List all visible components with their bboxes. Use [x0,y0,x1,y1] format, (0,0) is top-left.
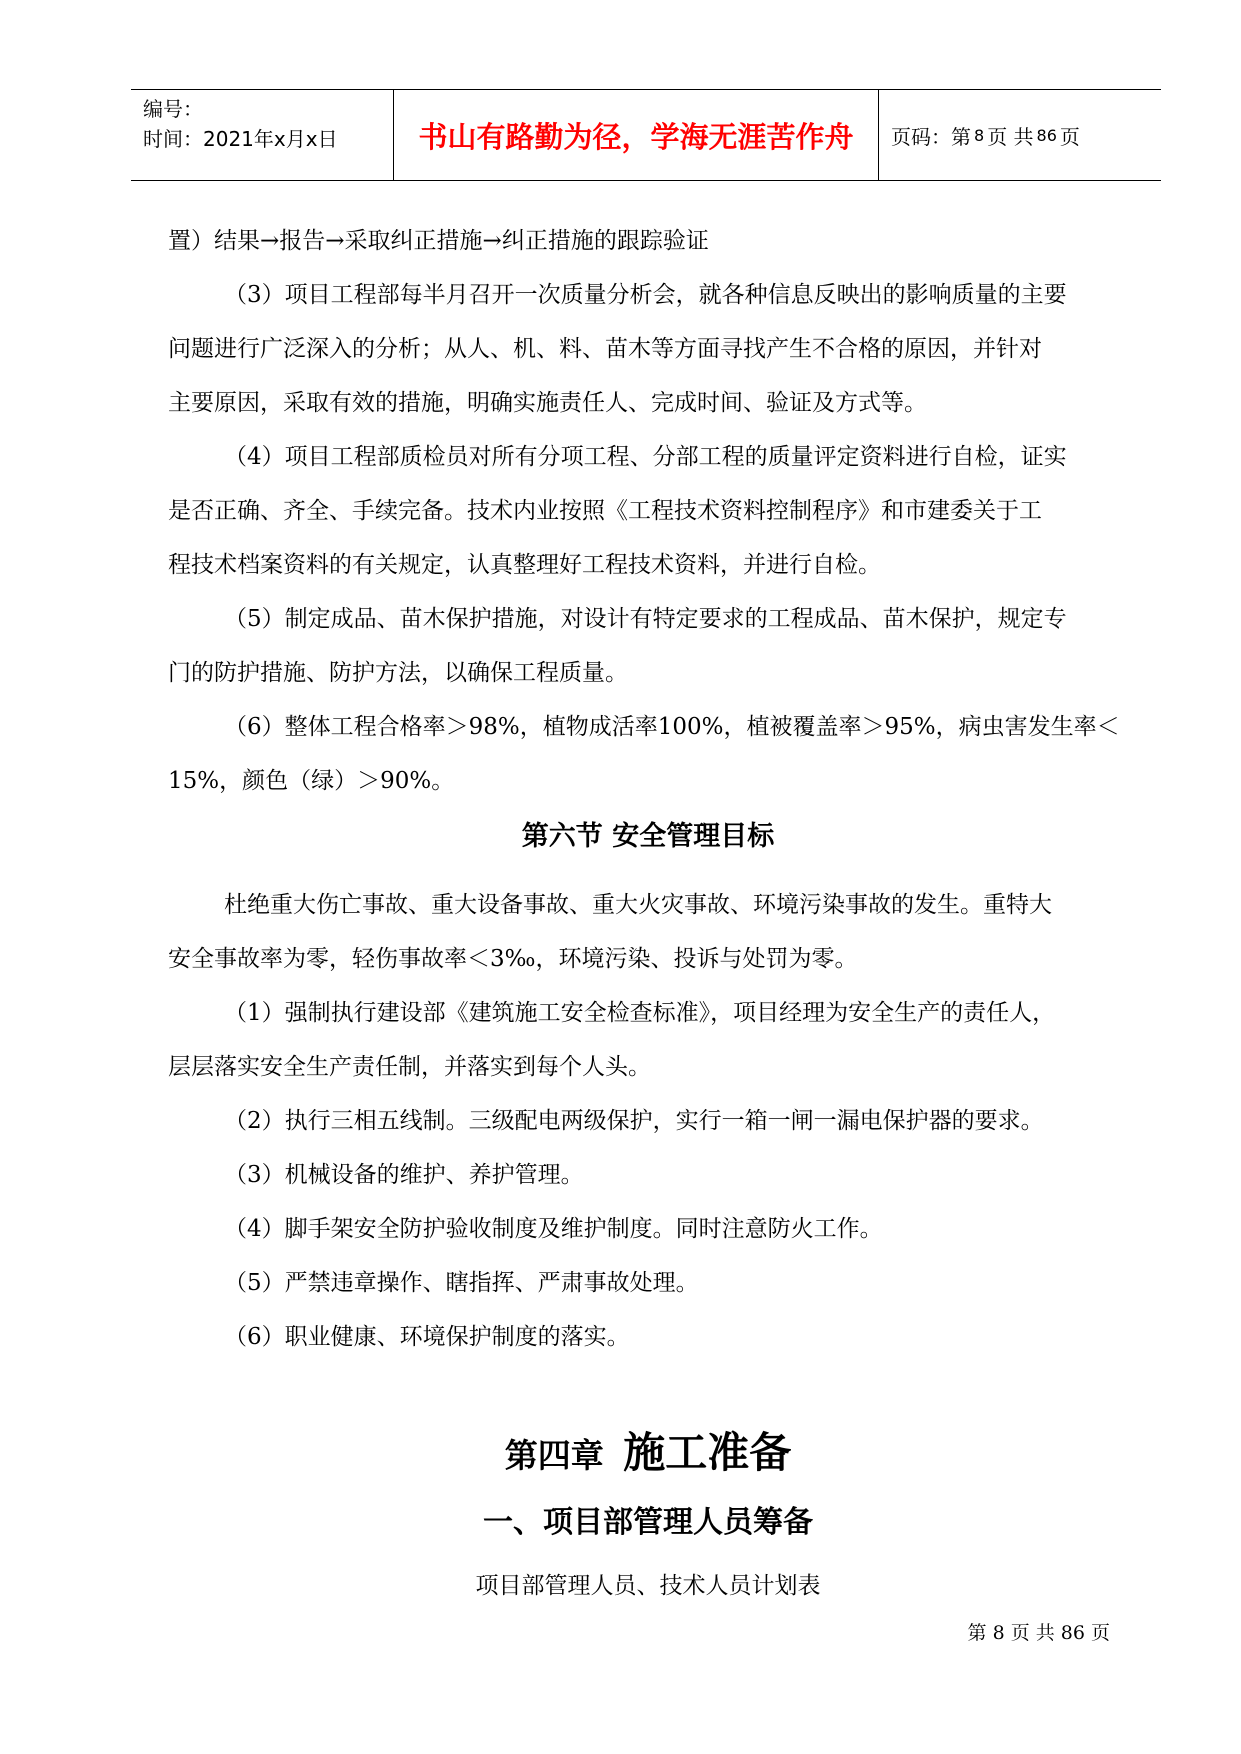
text-line: 安全事故率为零，轻伤事故率＜3‰，环境污染、投诉与处罚为零。 [168,946,858,972]
text-line: （6）职业健康、环境保护制度的落实。 [224,1324,630,1350]
page-mid: 页 共 [987,124,1034,149]
chapter-name: 施工准备 [623,1428,792,1477]
page-prefix: 页码：第 [891,124,971,149]
chapter-title [168,1420,1128,1480]
header-page-info [879,90,1161,180]
table-caption: 项目部管理人员、技术人员计划表 [475,1573,821,1599]
text-line: （6）整体工程合格率＞98%，植物成活率100%，植被覆盖率＞95%，病虫害发生率＜ [224,714,1120,740]
text-line: 程技术档案资料的有关规定，认真整理好工程技术资料，并进行自检。 [168,552,881,578]
text-line: 杜绝重大伤亡事故、重大设备事故、重大火灾事故、环境污染事故的发生。重特大 [224,892,1052,918]
text-line: 置）结果→报告→采取纠正措施→纠正措施的跟踪验证 [168,228,709,254]
text-line: 门的防护措施、防护方法，以确保工程质量。 [168,660,628,686]
chapter-prefix: 第四章 [504,1436,604,1475]
text-line: （4）脚手架安全防护验收制度及维护制度。同时注意防火工作。 [224,1216,883,1242]
text-line: （3）机械设备的维护、养护管理。 [224,1162,584,1188]
text-line: 主要原因，采取有效的措施，明确实施责任人、完成时间、验证及方式等。 [168,390,927,416]
page-header [131,89,1161,181]
page-total: 86 [1036,125,1057,145]
time-label: 时间：2021年x月x日 [143,127,338,151]
text-line: （4）项目工程部质检员对所有分项工程、分部工程的质量评定资料进行自检，证实 [224,444,1067,470]
text-line: 问题进行广泛深入的分析；从人、机、料、苗木等方面寻找产生不合格的原因，并针对 [168,336,1042,362]
page-number: 8 [974,125,985,145]
page-footer: 第 8 页 共 86 页 [967,1622,1110,1644]
section-title: 第六节 安全管理目标 [521,821,775,852]
text-line: 15%，颜色（绿）＞90%。 [168,768,455,794]
text-line: （1）强制执行建设部《建筑施工安全检查标准》，项目经理为安全生产的责任人， [224,1000,1056,1026]
text-line: 是否正确、齐全、手续完备。技术内业按照《工程技术资料控制程序》和市建委关于工 [168,498,1042,524]
subsection-title: 一、项目部管理人员筹备 [483,1505,813,1540]
header-motto: 书山有路勤为径，学海无涯苦作舟 [393,90,879,180]
text-line: （2）执行三相五线制。三级配电两级保护，实行一箱一闸一漏电保护器的要求。 [224,1108,1044,1134]
text-line: 层层落实安全生产责任制，并落实到每个人头。 [168,1054,651,1080]
number-label: 编号： [143,97,203,121]
text-line: （3）项目工程部每半月召开一次质量分析会，就各种信息反映出的影响质量的主要 [224,282,1067,308]
page-suffix: 页 [1059,124,1080,149]
text-line: （5）严禁违章操作、瞎指挥、严肃事故处理。 [224,1270,699,1296]
text-line: （5）制定成品、苗木保护措施，对设计有特定要求的工程成品、苗木保护，规定专 [224,606,1067,632]
header-info [131,90,393,180]
